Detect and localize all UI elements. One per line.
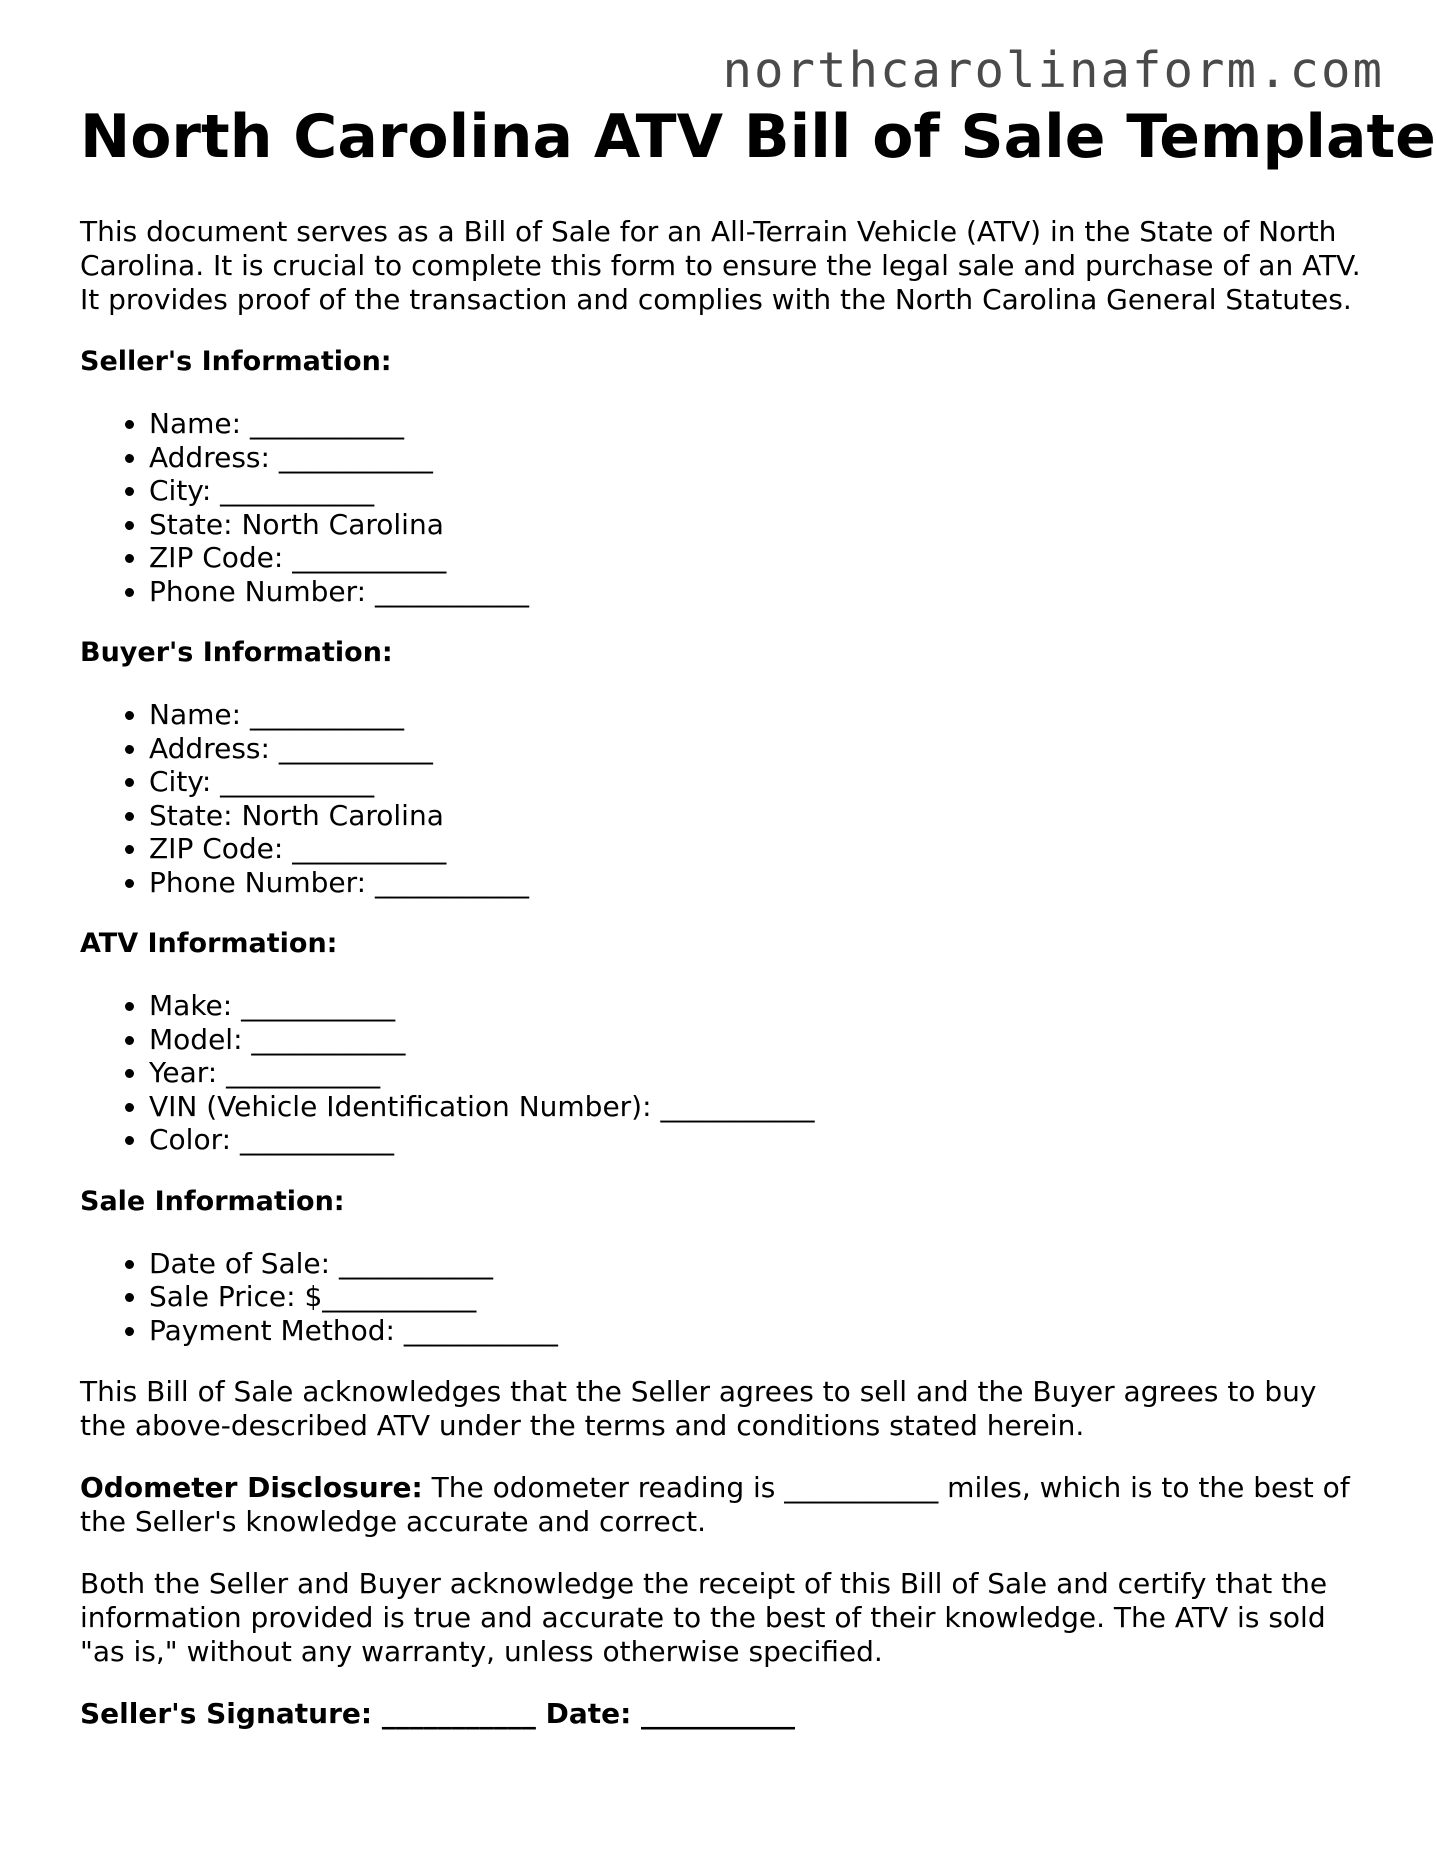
atv-field-list [80, 989, 1370, 1157]
seller-address-field: • Address: ___________ [149, 441, 1370, 475]
odometer-label: Odometer Disclosure: [80, 1471, 423, 1504]
buyer-phone-field: • Phone Number: ___________ [149, 866, 1370, 900]
buyer-zip-field: • ZIP Code: ___________ [149, 832, 1370, 866]
atv-year-field: • Year: ___________ [149, 1056, 1370, 1090]
odometer-text: The odometer reading is ___________ miles, which is to the best of the Seller's knowledge accurate and correct. [80, 1471, 1350, 1538]
seller-signature-line: Seller's Signature: ___________ Date: ___________ [80, 1697, 796, 1730]
payment-method-field: • Payment Method: ___________ [149, 1314, 1370, 1348]
buyer-heading: Buyer's Information: [80, 637, 393, 668]
buyer-field-list [80, 698, 1370, 899]
certification-paragraph: Both the Seller and Buyer acknowledge the receipt of this Bill of Sale and certify that the information provided is true and accurate to the best of their knowledge. The ATV is sold "as is," without any warranty, unless otherwise specified. [80, 1567, 1328, 1668]
intro-paragraph: This document serves as a Bill of Sale for an All-Terrain Vehicle (ATV) in the State of North Carolina. It is crucial to complete this form to ensure the legal sale and purchase of an ATV. It provides proof of the transaction and complies with the North Carolina General Statutes. [80, 215, 1361, 316]
buyer-state-field: • State: North Carolina [149, 799, 1370, 833]
atv-color-field: • Color: ___________ [149, 1123, 1370, 1157]
sale-price-field: • Sale Price: $___________ [149, 1280, 1370, 1314]
sale-date-field: • Date of Sale: ___________ [149, 1247, 1370, 1281]
buyer-city-field: • City: ___________ [149, 765, 1370, 799]
seller-city-field: • City: ___________ [149, 474, 1370, 508]
seller-state-field: • State: North Carolina [149, 508, 1370, 542]
site-watermark: northcarolinaform.com [722, 42, 1384, 99]
sale-heading: Sale Information: [80, 1185, 345, 1217]
atv-heading: ATV Information: [80, 928, 338, 959]
seller-phone-field: • Phone Number: ___________ [149, 575, 1370, 609]
buyer-address-field: • Address: ___________ [149, 732, 1370, 766]
document-body [80, 100, 1436, 1731]
atv-make-field: • Make: ___________ [149, 989, 1370, 1023]
sale-field-list [80, 1247, 1370, 1348]
buyer-name-field: • Name: ___________ [149, 698, 1370, 732]
page-title: North Carolina ATV Bill of Sale Template [80, 102, 1436, 172]
atv-model-field: • Model: ___________ [149, 1023, 1370, 1057]
odometer-paragraph [80, 1471, 1370, 1539]
atv-vin-field: • VIN (Vehicle Identification Number): ___________ [149, 1090, 1370, 1124]
acknowledgement-paragraph: This Bill of Sale acknowledges that the Seller agrees to sell and the Buyer agrees to buy the above-described ATV under the terms and conditions stated herein. [80, 1375, 1317, 1442]
seller-name-field: • Name: ___________ [149, 407, 1370, 441]
seller-field-list [80, 407, 1370, 608]
seller-heading: Seller's Information: [80, 346, 392, 377]
seller-zip-field: • ZIP Code: ___________ [149, 541, 1370, 575]
